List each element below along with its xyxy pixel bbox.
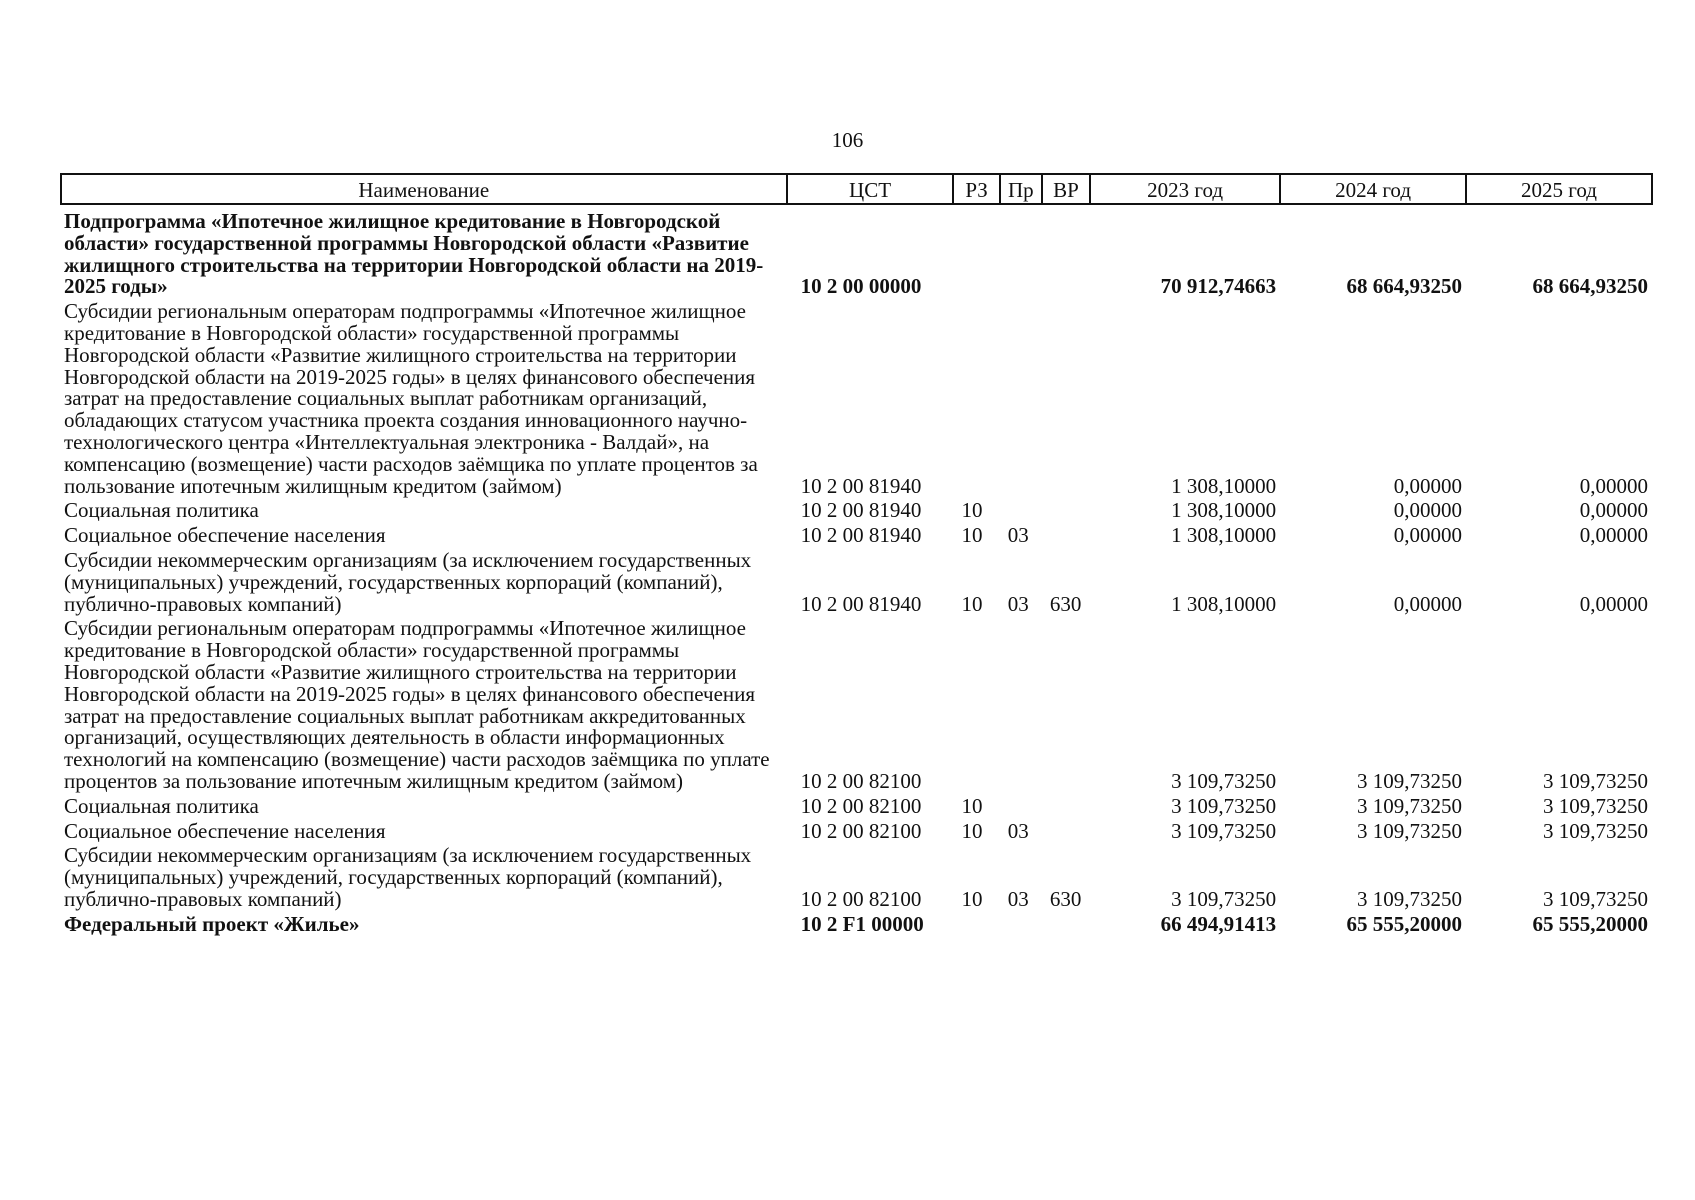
header-vr: ВР xyxy=(1042,174,1090,204)
row-amount-2025: 3 109,73250 xyxy=(1543,818,1648,843)
row-amount-2025: 0,00000 xyxy=(1579,473,1648,498)
row-amount-2023: 1 308,10000 xyxy=(1171,523,1277,548)
row-amount-2024: 3 109,73250 xyxy=(1357,793,1462,818)
row-amount-2025: 65 555,20000 xyxy=(1532,911,1648,936)
row-amount-2023: 70 912,74663 xyxy=(1160,274,1277,299)
row-amount-2023: 3 109,73250 xyxy=(1171,818,1277,843)
row-rz xyxy=(953,911,999,936)
row-vr xyxy=(1042,497,1090,522)
row-rz: 10 xyxy=(961,523,983,548)
row-code: 10 2 00 81940 xyxy=(800,523,922,548)
row-amount-2024: 3 109,73250 xyxy=(1357,768,1462,793)
row-vr xyxy=(1042,298,1090,497)
row-vr xyxy=(1042,793,1090,818)
row-vr xyxy=(1042,615,1090,792)
row-vr xyxy=(1042,911,1090,936)
table-row xyxy=(61,911,1652,936)
header-row xyxy=(61,174,1652,204)
row-amount-2023: 3 109,73250 xyxy=(1171,886,1277,911)
row-code: 10 2 00 82100 xyxy=(800,818,922,843)
row-name: Социальная политика xyxy=(64,498,259,523)
row-code: 10 2 00 82100 xyxy=(800,793,922,818)
row-amount-2024: 0,00000 xyxy=(1393,498,1462,523)
table-row xyxy=(61,793,1652,818)
row-code: 10 2 00 82100 xyxy=(800,768,922,793)
header-2025: 2025 год xyxy=(1466,174,1652,204)
table-row xyxy=(61,818,1652,843)
row-rz: 10 xyxy=(961,818,983,843)
row-amount-2023: 1 308,10000 xyxy=(1171,591,1277,616)
table-header xyxy=(61,174,1652,204)
row-name: Субсидии региональным операторам подпрограммы «Ипотечное жилищное кредитование в Новгородской области» государственной программы Новгородской области «Развитие жилищного строительства на территории Новгородской области на 2019-2025 годы» в целях финансового обеспечения затрат на предоставление социальных выплат работникам организаций, обладающих статусом участника проекта создания инновационного научно-технологического центра «Интеллектуальная электроника - Валдай», на компенсацию (возмещение) части расходов заёмщика по уплате процентов за пользование ипотечным жилищным кредитом (займом) xyxy=(64,299,758,498)
row-vr xyxy=(1042,818,1090,843)
row-pr xyxy=(1000,793,1042,818)
row-pr: 03 xyxy=(1007,886,1029,911)
header-code: ЦСТ xyxy=(787,174,954,204)
row-rz xyxy=(953,615,999,792)
row-amount-2025: 3 109,73250 xyxy=(1543,886,1648,911)
row-amount-2023: 3 109,73250 xyxy=(1171,793,1277,818)
row-code: 10 2 F1 00000 xyxy=(800,911,924,936)
row-amount-2025: 0,00000 xyxy=(1579,523,1648,548)
header-name: Наименование xyxy=(61,174,787,204)
row-amount-2024: 65 555,20000 xyxy=(1346,911,1462,936)
row-amount-2025: 0,00000 xyxy=(1579,498,1648,523)
row-amount-2023: 3 109,73250 xyxy=(1171,768,1277,793)
row-rz xyxy=(953,298,999,497)
row-code: 10 2 00 00000 xyxy=(800,274,922,299)
table-row xyxy=(61,522,1652,547)
row-amount-2024: 0,00000 xyxy=(1393,473,1462,498)
row-code: 10 2 00 81940 xyxy=(800,591,922,616)
row-rz: 10 xyxy=(961,498,983,523)
row-amount-2023: 1 308,10000 xyxy=(1171,498,1277,523)
row-name: Социальная политика xyxy=(64,793,259,818)
row-pr: 03 xyxy=(1007,591,1029,616)
row-amount-2025: 3 109,73250 xyxy=(1543,768,1648,793)
row-amount-2025: 3 109,73250 xyxy=(1543,793,1648,818)
row-rz: 10 xyxy=(961,591,983,616)
budget-table xyxy=(60,173,1653,936)
row-rz xyxy=(953,204,999,298)
row-code: 10 2 00 81940 xyxy=(800,498,922,523)
row-pr xyxy=(1000,615,1042,792)
row-amount-2025: 0,00000 xyxy=(1579,591,1648,616)
row-amount-2024: 0,00000 xyxy=(1393,523,1462,548)
row-code: 10 2 00 82100 xyxy=(800,886,922,911)
row-code: 10 2 00 81940 xyxy=(800,473,922,498)
row-name: Субсидии региональным операторам подпрограммы «Ипотечное жилищное кредитование в Новгородской области» государственной программы Новгородской области «Развитие жилищного строительства на территории Новгородской области на 2019-2025 годы» в целях финансового обеспечения затрат на предоставление социальных выплат работникам аккредитованных организаций, осуществляющих деятельность в области информационных технологий на компенсацию (возмещение) части расходов заёмщика по уплате процентов за пользование ипотечным жилищным кредитом (займом) xyxy=(64,616,770,793)
table-row xyxy=(61,204,1652,298)
table-row xyxy=(61,615,1652,792)
row-pr: 03 xyxy=(1007,523,1029,548)
row-amount-2023: 66 494,91413 xyxy=(1160,911,1277,936)
row-vr: 630 xyxy=(1049,591,1082,616)
row-name: Субсидии некоммерческим организациям (за исключением государственных (муниципальных) учреждений, государственных корпораций (компаний), публично-правовых компаний) xyxy=(64,843,752,911)
table-body xyxy=(61,204,1652,936)
table-row xyxy=(61,547,1652,615)
table-row xyxy=(61,298,1652,497)
row-pr xyxy=(1000,204,1042,298)
row-pr xyxy=(1000,298,1042,497)
row-rz: 10 xyxy=(961,886,983,911)
row-pr: 03 xyxy=(1007,818,1029,843)
row-amount-2024: 0,00000 xyxy=(1393,591,1462,616)
row-name: Социальное обеспечение населения xyxy=(64,818,386,843)
row-rz: 10 xyxy=(961,793,983,818)
row-vr xyxy=(1042,204,1090,298)
row-vr: 630 xyxy=(1049,886,1082,911)
row-name: Подпрограмма «Ипотечное жилищное кредитование в Новгородской области» государственной программы Новгородской области «Развитие жилищного строительства на территории Новгородской области на 2019-2025 годы» xyxy=(64,209,764,299)
header-2024: 2024 год xyxy=(1280,174,1466,204)
row-name: Социальное обеспечение населения xyxy=(64,523,386,548)
table-row xyxy=(61,497,1652,522)
table-row xyxy=(61,842,1652,910)
row-amount-2024: 3 109,73250 xyxy=(1357,818,1462,843)
row-amount-2025: 68 664,93250 xyxy=(1532,274,1648,299)
row-name: Субсидии некоммерческим организациям (за исключением государственных (муниципальных) учреждений, государственных корпораций (компаний), публично-правовых компаний) xyxy=(64,547,752,616)
row-name: Федеральный проект «Жилье» xyxy=(64,911,360,936)
page-number: 106 xyxy=(831,128,864,152)
header-rz: РЗ xyxy=(953,174,999,204)
row-amount-2024: 68 664,93250 xyxy=(1346,274,1462,299)
row-amount-2023: 1 308,10000 xyxy=(1171,473,1277,498)
row-amount-2024: 3 109,73250 xyxy=(1357,886,1462,911)
header-pr: Пр xyxy=(1000,174,1042,204)
row-pr xyxy=(1000,497,1042,522)
row-vr xyxy=(1042,522,1090,547)
row-pr xyxy=(1000,911,1042,936)
header-2023: 2023 год xyxy=(1090,174,1280,204)
